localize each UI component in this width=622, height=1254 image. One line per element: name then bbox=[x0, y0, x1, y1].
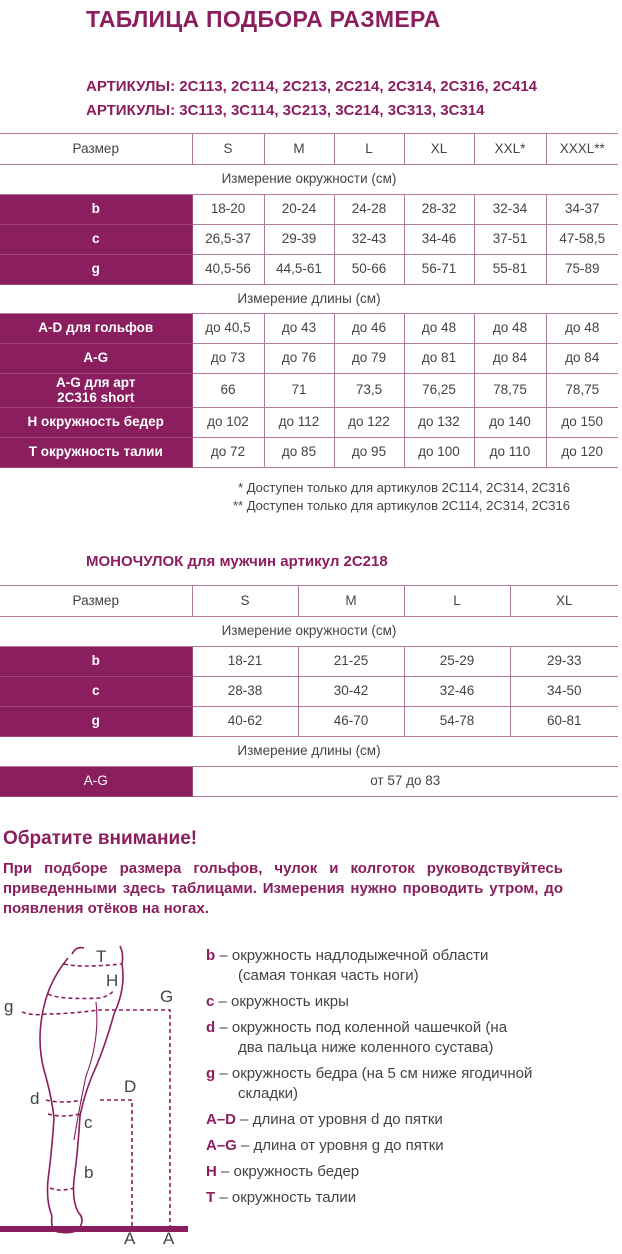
legend-key: b bbox=[206, 947, 216, 964]
attention-title: Обратите внимание! bbox=[3, 828, 198, 849]
section-heading: Измерение окружности (см) bbox=[0, 165, 618, 195]
label-T: T bbox=[96, 947, 107, 966]
table-cell: 28-32 bbox=[404, 195, 474, 225]
row-label: T окружность талии bbox=[0, 438, 192, 468]
table-cell: 29-33 bbox=[510, 647, 618, 677]
header-cell: M bbox=[298, 586, 404, 617]
table-cell: 21-25 bbox=[298, 647, 404, 677]
table-cell: 56-71 bbox=[404, 255, 474, 285]
table-cell: 55-81 bbox=[474, 255, 546, 285]
leg-measurement-diagram bbox=[0, 940, 196, 1246]
row-label: c bbox=[0, 225, 192, 255]
table-cell: 75-89 bbox=[546, 255, 618, 285]
label-A-1: A bbox=[124, 1229, 136, 1246]
header-cell: M bbox=[264, 134, 334, 165]
table-cell: до 46 bbox=[334, 314, 404, 344]
row-label: A-G bbox=[0, 344, 192, 374]
legend-text: – окружность под коленной чашечкой (на два пальца ниже коленного сустава) bbox=[215, 1019, 508, 1056]
g-line bbox=[22, 1010, 98, 1015]
label-c: c bbox=[84, 1113, 93, 1132]
legend-item bbox=[206, 1110, 536, 1130]
table-cell: 37-51 bbox=[474, 225, 546, 255]
row-label: c bbox=[0, 677, 192, 707]
attention-text: При подборе размера гольфов, чулок и колготок руководствуйтесь приведенными здесь таблицами. Измерения нужно проводить утром, до появления отёков на ногах. bbox=[3, 860, 563, 917]
table-cell: до 122 bbox=[334, 408, 404, 438]
legend-key: d bbox=[206, 1019, 216, 1036]
footnote-2: ** Доступен только для артикулов 2С114, 2С314, 2С316 bbox=[232, 498, 570, 513]
legend-item bbox=[206, 1018, 536, 1058]
table-header-row bbox=[0, 134, 618, 165]
header-cell: S bbox=[192, 134, 264, 165]
table-cell: 66 bbox=[192, 374, 264, 408]
table-row bbox=[0, 408, 618, 438]
legend-key: T bbox=[206, 1189, 216, 1206]
section-heading: Измерение длины (см) bbox=[0, 285, 618, 314]
legend-item bbox=[206, 1188, 536, 1208]
legend-key: c bbox=[206, 993, 215, 1010]
footnote-1: * Доступен только для артикулов 2С114, 2С314, 2С316 bbox=[238, 480, 570, 495]
table-cell: 24-28 bbox=[334, 195, 404, 225]
section-heading: Измерение окружности (см) bbox=[0, 617, 618, 647]
legend-item bbox=[206, 992, 536, 1012]
table-cell: до 95 bbox=[334, 438, 404, 468]
table-cell: до 120 bbox=[546, 438, 618, 468]
table-row bbox=[0, 438, 618, 468]
table-row bbox=[0, 314, 618, 344]
leg-outline-left bbox=[40, 958, 68, 1216]
label-G: G bbox=[160, 987, 174, 1006]
hip-line bbox=[48, 990, 114, 999]
table-cell: 44,5-61 bbox=[264, 255, 334, 285]
legend-item bbox=[206, 1064, 536, 1104]
header-cell: Размер bbox=[0, 586, 192, 617]
table-cell: до 73 bbox=[192, 344, 264, 374]
row-label: A-D для гольфов bbox=[0, 314, 192, 344]
table-row bbox=[0, 767, 618, 797]
table-cell: до 150 bbox=[546, 408, 618, 438]
table-row bbox=[0, 225, 618, 255]
articles-line-1: АРТИКУЛЫ: 2С113, 2С114, 2С213, 2С214, 2С314, 2С316, 2С414 bbox=[86, 78, 538, 95]
table-row bbox=[0, 344, 618, 374]
mono-title: МОНОЧУЛОК для мужчин артикул 2С218 bbox=[86, 553, 388, 570]
row-label: g bbox=[0, 707, 192, 737]
table-cell: от 57 до 83 bbox=[192, 767, 618, 797]
table-cell: до 48 bbox=[546, 314, 618, 344]
label-d: d bbox=[30, 1089, 40, 1108]
table-cell: до 140 bbox=[474, 408, 546, 438]
legend-key: A–D bbox=[206, 1111, 237, 1128]
legend-item bbox=[206, 1136, 536, 1156]
label-H: H bbox=[106, 971, 119, 990]
header-cell: Размер bbox=[0, 134, 192, 165]
table-cell: до 48 bbox=[404, 314, 474, 344]
table-cell: 29-39 bbox=[264, 225, 334, 255]
row-label: A-G для арт 2С316 short bbox=[0, 374, 192, 408]
header-cell: L bbox=[334, 134, 404, 165]
table-row bbox=[0, 374, 618, 408]
table-cell: 47-58,5 bbox=[546, 225, 618, 255]
row-label: g bbox=[0, 255, 192, 285]
table-cell: 30-42 bbox=[298, 677, 404, 707]
table-cell: 32-46 bbox=[404, 677, 510, 707]
legend-text: – окружность надлодыжечной области (самая тонкая часть ноги) bbox=[215, 947, 489, 984]
table-cell: 34-37 bbox=[546, 195, 618, 225]
table-cell: до 132 bbox=[404, 408, 474, 438]
legend-text: – окружность бедра (на 5 см ниже ягодичной складки) bbox=[215, 1065, 533, 1102]
table-cell: 32-34 bbox=[474, 195, 546, 225]
legend-key: H bbox=[206, 1163, 217, 1180]
label-D: D bbox=[124, 1077, 137, 1096]
legend-key: A–G bbox=[206, 1137, 237, 1154]
table-cell: до 84 bbox=[546, 344, 618, 374]
legend-item bbox=[206, 1162, 536, 1182]
table-row bbox=[0, 647, 618, 677]
table-cell: 32-43 bbox=[334, 225, 404, 255]
b-line bbox=[50, 1188, 74, 1190]
g-vertical-guide bbox=[98, 1010, 170, 1228]
legend-item bbox=[206, 946, 536, 986]
table-cell: 28-38 bbox=[192, 677, 298, 707]
table-cell: до 84 bbox=[474, 344, 546, 374]
table-cell: до 43 bbox=[264, 314, 334, 344]
table-row bbox=[0, 255, 618, 285]
table-cell: 78,75 bbox=[474, 374, 546, 408]
table-cell: 60-81 bbox=[510, 707, 618, 737]
table-cell: до 102 bbox=[192, 408, 264, 438]
table-cell: до 112 bbox=[264, 408, 334, 438]
table-cell: 20-24 bbox=[264, 195, 334, 225]
table-cell: 34-46 bbox=[404, 225, 474, 255]
table-cell: до 100 bbox=[404, 438, 474, 468]
legend-text: – окружность талии bbox=[215, 1189, 357, 1206]
label-A-2: A bbox=[163, 1229, 175, 1246]
label-g: g bbox=[4, 997, 14, 1016]
row-label: H окружность бедер bbox=[0, 408, 192, 438]
header-cell: XXL* bbox=[474, 134, 546, 165]
row-label: b bbox=[0, 195, 192, 225]
table-cell: 26,5-37 bbox=[192, 225, 264, 255]
page-title: ТАБЛИЦА ПОДБОРА РАЗМЕРА bbox=[86, 6, 441, 32]
table-cell: до 48 bbox=[474, 314, 546, 344]
table-cell: 34-50 bbox=[510, 677, 618, 707]
ground-bar bbox=[0, 1226, 188, 1232]
table-cell: до 79 bbox=[334, 344, 404, 374]
table-cell: 73,5 bbox=[334, 374, 404, 408]
table-header-row bbox=[0, 586, 618, 617]
table-cell: 40-62 bbox=[192, 707, 298, 737]
table-cell: 71 bbox=[264, 374, 334, 408]
legend-text: – окружность бедер bbox=[216, 1163, 360, 1180]
row-label: b bbox=[0, 647, 192, 677]
table-row bbox=[0, 707, 618, 737]
table-cell: 25-29 bbox=[404, 647, 510, 677]
waist-line bbox=[64, 964, 122, 966]
table-cell: 78,75 bbox=[546, 374, 618, 408]
header-cell: XL bbox=[510, 586, 618, 617]
d-vertical-guide bbox=[100, 1100, 132, 1228]
header-cell: XXXL** bbox=[546, 134, 618, 165]
table-cell: 54-78 bbox=[404, 707, 510, 737]
table-cell: 40,5-56 bbox=[192, 255, 264, 285]
table-cell: до 110 bbox=[474, 438, 546, 468]
table-cell: 18-21 bbox=[192, 647, 298, 677]
size-table-main bbox=[0, 133, 618, 468]
label-b: b bbox=[84, 1163, 94, 1182]
table-cell: до 76 bbox=[264, 344, 334, 374]
legend-text: – длина от уровня d до пятки bbox=[236, 1111, 443, 1128]
table-cell: 18-20 bbox=[192, 195, 264, 225]
legend-text: – длина от уровня g до пятки bbox=[236, 1137, 444, 1154]
table-cell: 76,25 bbox=[404, 374, 474, 408]
table-cell: до 85 bbox=[264, 438, 334, 468]
header-cell: XL bbox=[404, 134, 474, 165]
table-cell: 50-66 bbox=[334, 255, 404, 285]
table-cell: до 81 bbox=[404, 344, 474, 374]
header-cell: L bbox=[404, 586, 510, 617]
table-row bbox=[0, 195, 618, 225]
table-cell: до 72 bbox=[192, 438, 264, 468]
table-cell: до 40,5 bbox=[192, 314, 264, 344]
table-row bbox=[0, 677, 618, 707]
legend-key: g bbox=[206, 1065, 216, 1082]
measurement-legend bbox=[206, 946, 536, 1214]
leg-outline-right bbox=[74, 964, 124, 1212]
row-label: A-G bbox=[0, 767, 192, 797]
table-cell: 46-70 bbox=[298, 707, 404, 737]
articles-line-2: АРТИКУЛЫ: 3С113, 3С114, 3С213, 3С214, 3С313, 3С314 bbox=[86, 102, 485, 119]
header-cell: S bbox=[192, 586, 298, 617]
section-heading: Измерение длины (см) bbox=[0, 737, 618, 767]
size-table-mono bbox=[0, 585, 618, 797]
legend-text: – окружность икры bbox=[214, 993, 349, 1010]
